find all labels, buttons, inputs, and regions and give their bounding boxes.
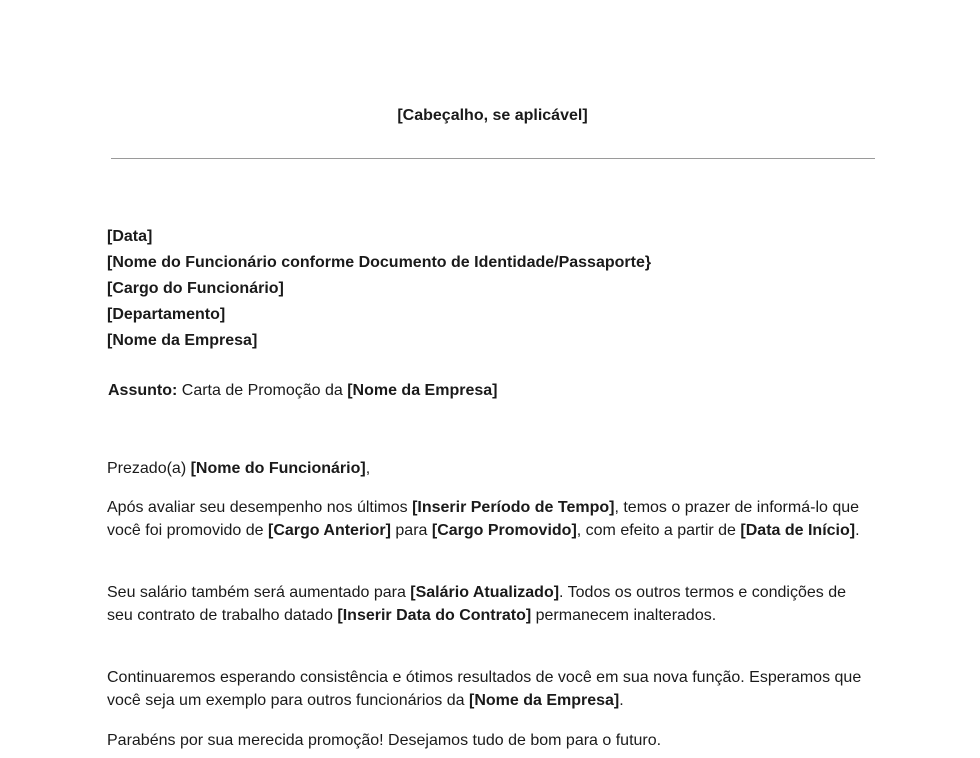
subject-line (108, 380, 497, 402)
greeting-line: Prezado(a) [Nome do Funcionário], (107, 460, 371, 477)
subject-text: Carta de Promoção da (177, 382, 348, 399)
paragraph-promotion: Após avaliar seu desempenho nos últimos [Inserir Período de Tempo], temos o prazer de informá-lo que você foi promovido de [Cargo Anterior] para [Cargo Promovido], com efeito a partir de [Data de Início]. (107, 499, 860, 539)
letter-header: [Cabeçalho, se aplicável] (397, 107, 588, 124)
employee-role-line: [Cargo do Funcionário] (107, 280, 284, 297)
header-divider (111, 158, 875, 159)
paragraph-salary: Seu salário também será aumentado para [Salário Atualizado]. Todos os outros termos e condições de seu contrato de trabalho datado [Inserir Data do Contrato] permanecem inalterados. (107, 584, 847, 624)
recipient-block (107, 224, 651, 354)
company-name-line: [Nome da Empresa] (107, 332, 258, 349)
subject-company: [Nome da Empresa] (347, 382, 498, 399)
employee-name-line: [Nome do Funcionário conforme Documento de Identidade/Passaporte} (107, 254, 652, 271)
date-line: [Data] (107, 228, 153, 245)
paragraph-congratulations: Parabéns por sua merecida promoção! Desejamos tudo de bom para o futuro. (107, 732, 662, 749)
paragraph-expectations: Continuaremos esperando consistência e ótimos resultados de você em sua nova função. Esperamos que você seja um exemplo para outros funcionários da [Nome da Empresa]. (107, 669, 862, 709)
subject-label: Assunto: (108, 382, 178, 399)
greeting-name: [Nome do Funcionário] (190, 460, 366, 477)
department-line: [Departamento] (107, 306, 226, 323)
